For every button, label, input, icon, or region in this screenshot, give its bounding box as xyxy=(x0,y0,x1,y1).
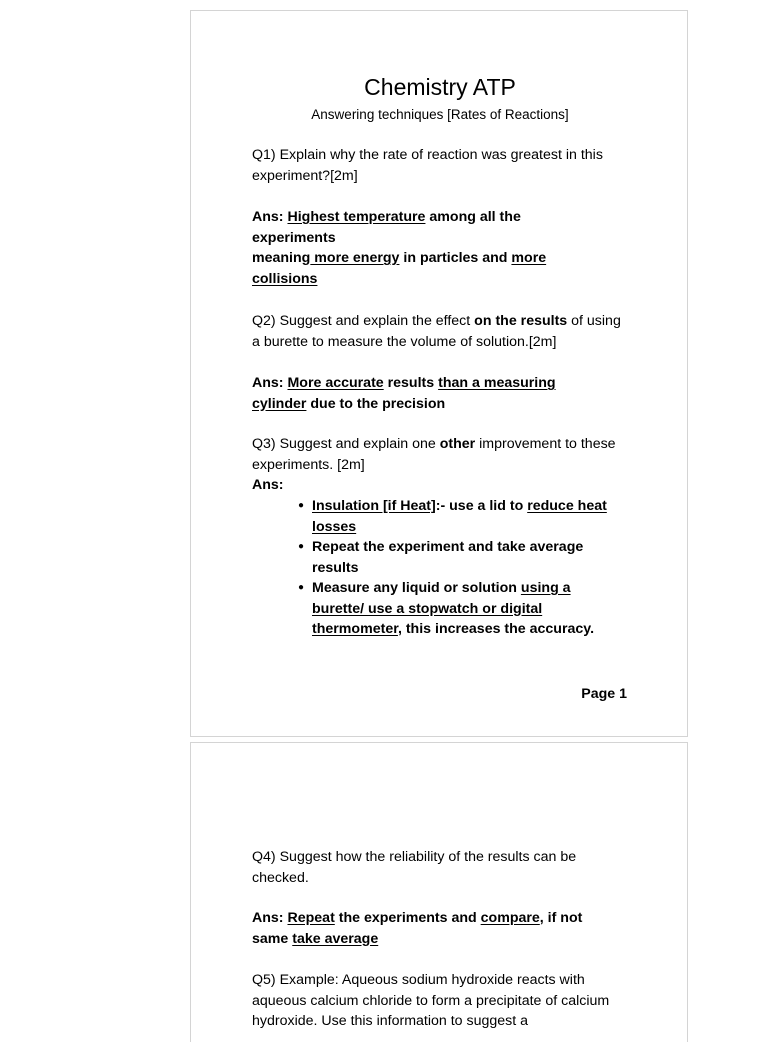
answer-2-key-term-1: More accurate xyxy=(287,375,384,391)
answer-3-list xyxy=(252,496,692,640)
question-3 xyxy=(252,434,622,496)
question-3-emphasis: other xyxy=(439,436,476,452)
answer-4-text-2: , if not same xyxy=(252,910,583,947)
answer-1-key-term-2: more energy xyxy=(310,250,400,266)
answer-3-key-term-3: using a burette/ use a stopwatch or digital thermometer xyxy=(312,580,571,637)
document-page-1 xyxy=(190,10,688,737)
list-item xyxy=(252,496,632,537)
answer-1-text-1: among all the experiments xyxy=(252,209,521,246)
question-4: Q4) Suggest how the reliability of the results can be checked. xyxy=(252,849,577,886)
answer-1-text-2: meaning xyxy=(252,250,311,266)
question-2-text-2: of using a burette to measure the volume of solution.[2m] xyxy=(252,313,621,350)
answer-2-text-1: results xyxy=(383,375,439,391)
answer-3-key-term-1: Insulation [if Heat] xyxy=(312,498,436,514)
document-page-2 xyxy=(190,742,688,1042)
question-5: Q5) Example: Aqueous sodium hydroxide reacts with aqueous calcium chloride to form a precipitate of calcium hydroxide. Use this information to suggest a xyxy=(252,972,610,1029)
answer-2 xyxy=(252,373,597,414)
answer-4 xyxy=(252,908,622,949)
answer-label: Ans: xyxy=(252,477,284,493)
question-3-text-2: improvement to these experiments. [2m] xyxy=(252,436,616,473)
answer-4-text-1: the experiments and xyxy=(334,910,481,926)
question-2 xyxy=(252,311,632,352)
answer-1-key-term-1: Highest temperature xyxy=(287,209,426,225)
question-2-emphasis: on the results xyxy=(474,313,568,329)
answer-1 xyxy=(252,207,582,289)
answer-2-text-2: due to the precision xyxy=(306,395,446,412)
answer-4-key-term-2: compare xyxy=(480,910,540,926)
answer-3-text-2: Measure any liquid or solution xyxy=(312,580,521,596)
answer-4-key-term-3: take average xyxy=(292,930,379,947)
list-item xyxy=(252,578,617,640)
answer-label: Ans: xyxy=(252,375,284,391)
answer-3-key-term-2: reduce heat losses xyxy=(312,498,607,535)
list-item: ● Repeat the experiment and take average results xyxy=(252,537,612,578)
document-subtitle: Answering techniques [Rates of Reactions] xyxy=(311,107,569,122)
answer-3-text-1: :- use a lid to xyxy=(435,498,528,514)
document-title: Chemistry ATP xyxy=(364,74,516,100)
answer-4-key-term-1: Repeat xyxy=(287,910,335,926)
answer-2-key-term-2: than a measuring cylinder xyxy=(252,375,556,412)
answer-3-text-3: , this increases the accuracy. xyxy=(397,621,595,637)
question-1: Q1) Explain why the rate of reaction was greatest in this experiment?[2m] xyxy=(252,147,603,184)
page-number: Page 1 xyxy=(581,686,627,702)
question-3-text-1: Q3) Suggest and explain one xyxy=(252,436,440,452)
answer-label: Ans: xyxy=(252,910,284,926)
question-2-text-1: Q2) Suggest and explain the effect xyxy=(252,313,475,329)
answer-1-key-term-3: more collisions xyxy=(252,250,547,287)
answer-label: Ans: xyxy=(252,209,284,225)
answer-1-text-3: in particles and xyxy=(399,250,512,266)
